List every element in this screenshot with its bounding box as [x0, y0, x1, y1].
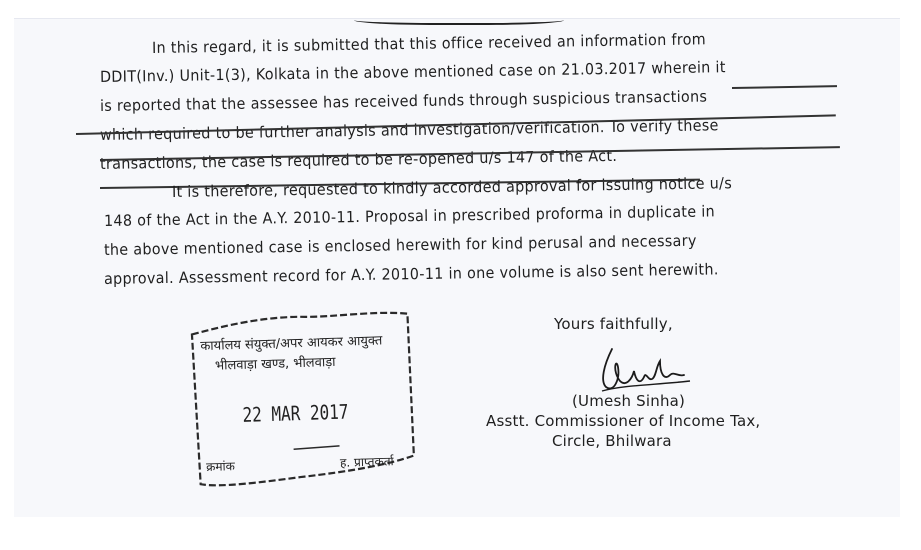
- stamp-line-1: कार्यालय संयुक्त/अपर आयकर आयुक्त: [200, 333, 383, 355]
- para1-line-2: DDIT(Inv.) Unit-1(3), Kolkata in the above mentioned case on 21.03.2017 wherein it: [99, 58, 726, 86]
- closing-text: Yours faithfully,: [554, 315, 673, 333]
- underline-1: [732, 85, 837, 89]
- signatory-designation: Asstt. Commissioner of Income Tax,: [486, 412, 761, 430]
- stamp-date: 22 MAR 2017: [242, 399, 349, 427]
- stamp-number-label: क्रमांक: [205, 459, 236, 475]
- stamp-line-2: भीलवाड़ा खण्ड, भीलवाड़ा: [214, 354, 336, 374]
- para2-line-1: It is therefore, requested to kindly accorded approval for issuing notice u/s: [171, 174, 733, 201]
- para1-line-4: which required to be further analysis and investigation/verification. To verify these: [99, 116, 719, 144]
- signatory-office: Circle, Bhilwara: [552, 432, 672, 450]
- letter-page: [14, 18, 900, 517]
- office-stamp: [185, 305, 418, 490]
- header-rule: [354, 18, 564, 25]
- para2-line-2: 148 of the Act in the A.Y. 2010-11. Proposal in prescribed proforma in duplicate in: [103, 202, 716, 230]
- para1-line-5: transactions, the case is required to be re-opened u/s 147 of the Act.: [99, 146, 618, 173]
- para2-line-4: approval. Assessment record for A.Y. 2010-11 in one volume is also sent herewith.: [103, 260, 719, 288]
- handwritten-signature: [594, 341, 704, 397]
- para1-line-1: In this regard, it is submitted that this office received an information from: [151, 30, 707, 57]
- signatory-name: (Umesh Sinha): [572, 392, 686, 410]
- para1-line-3: is reported that the assessee has received funds through suspicious transactions: [99, 87, 708, 115]
- stamp-signatory-label: ह. प्राप्तकर्ता: [339, 454, 394, 470]
- para2-line-3: the above mentioned case is enclosed herewith for kind perusal and necessary: [103, 231, 697, 259]
